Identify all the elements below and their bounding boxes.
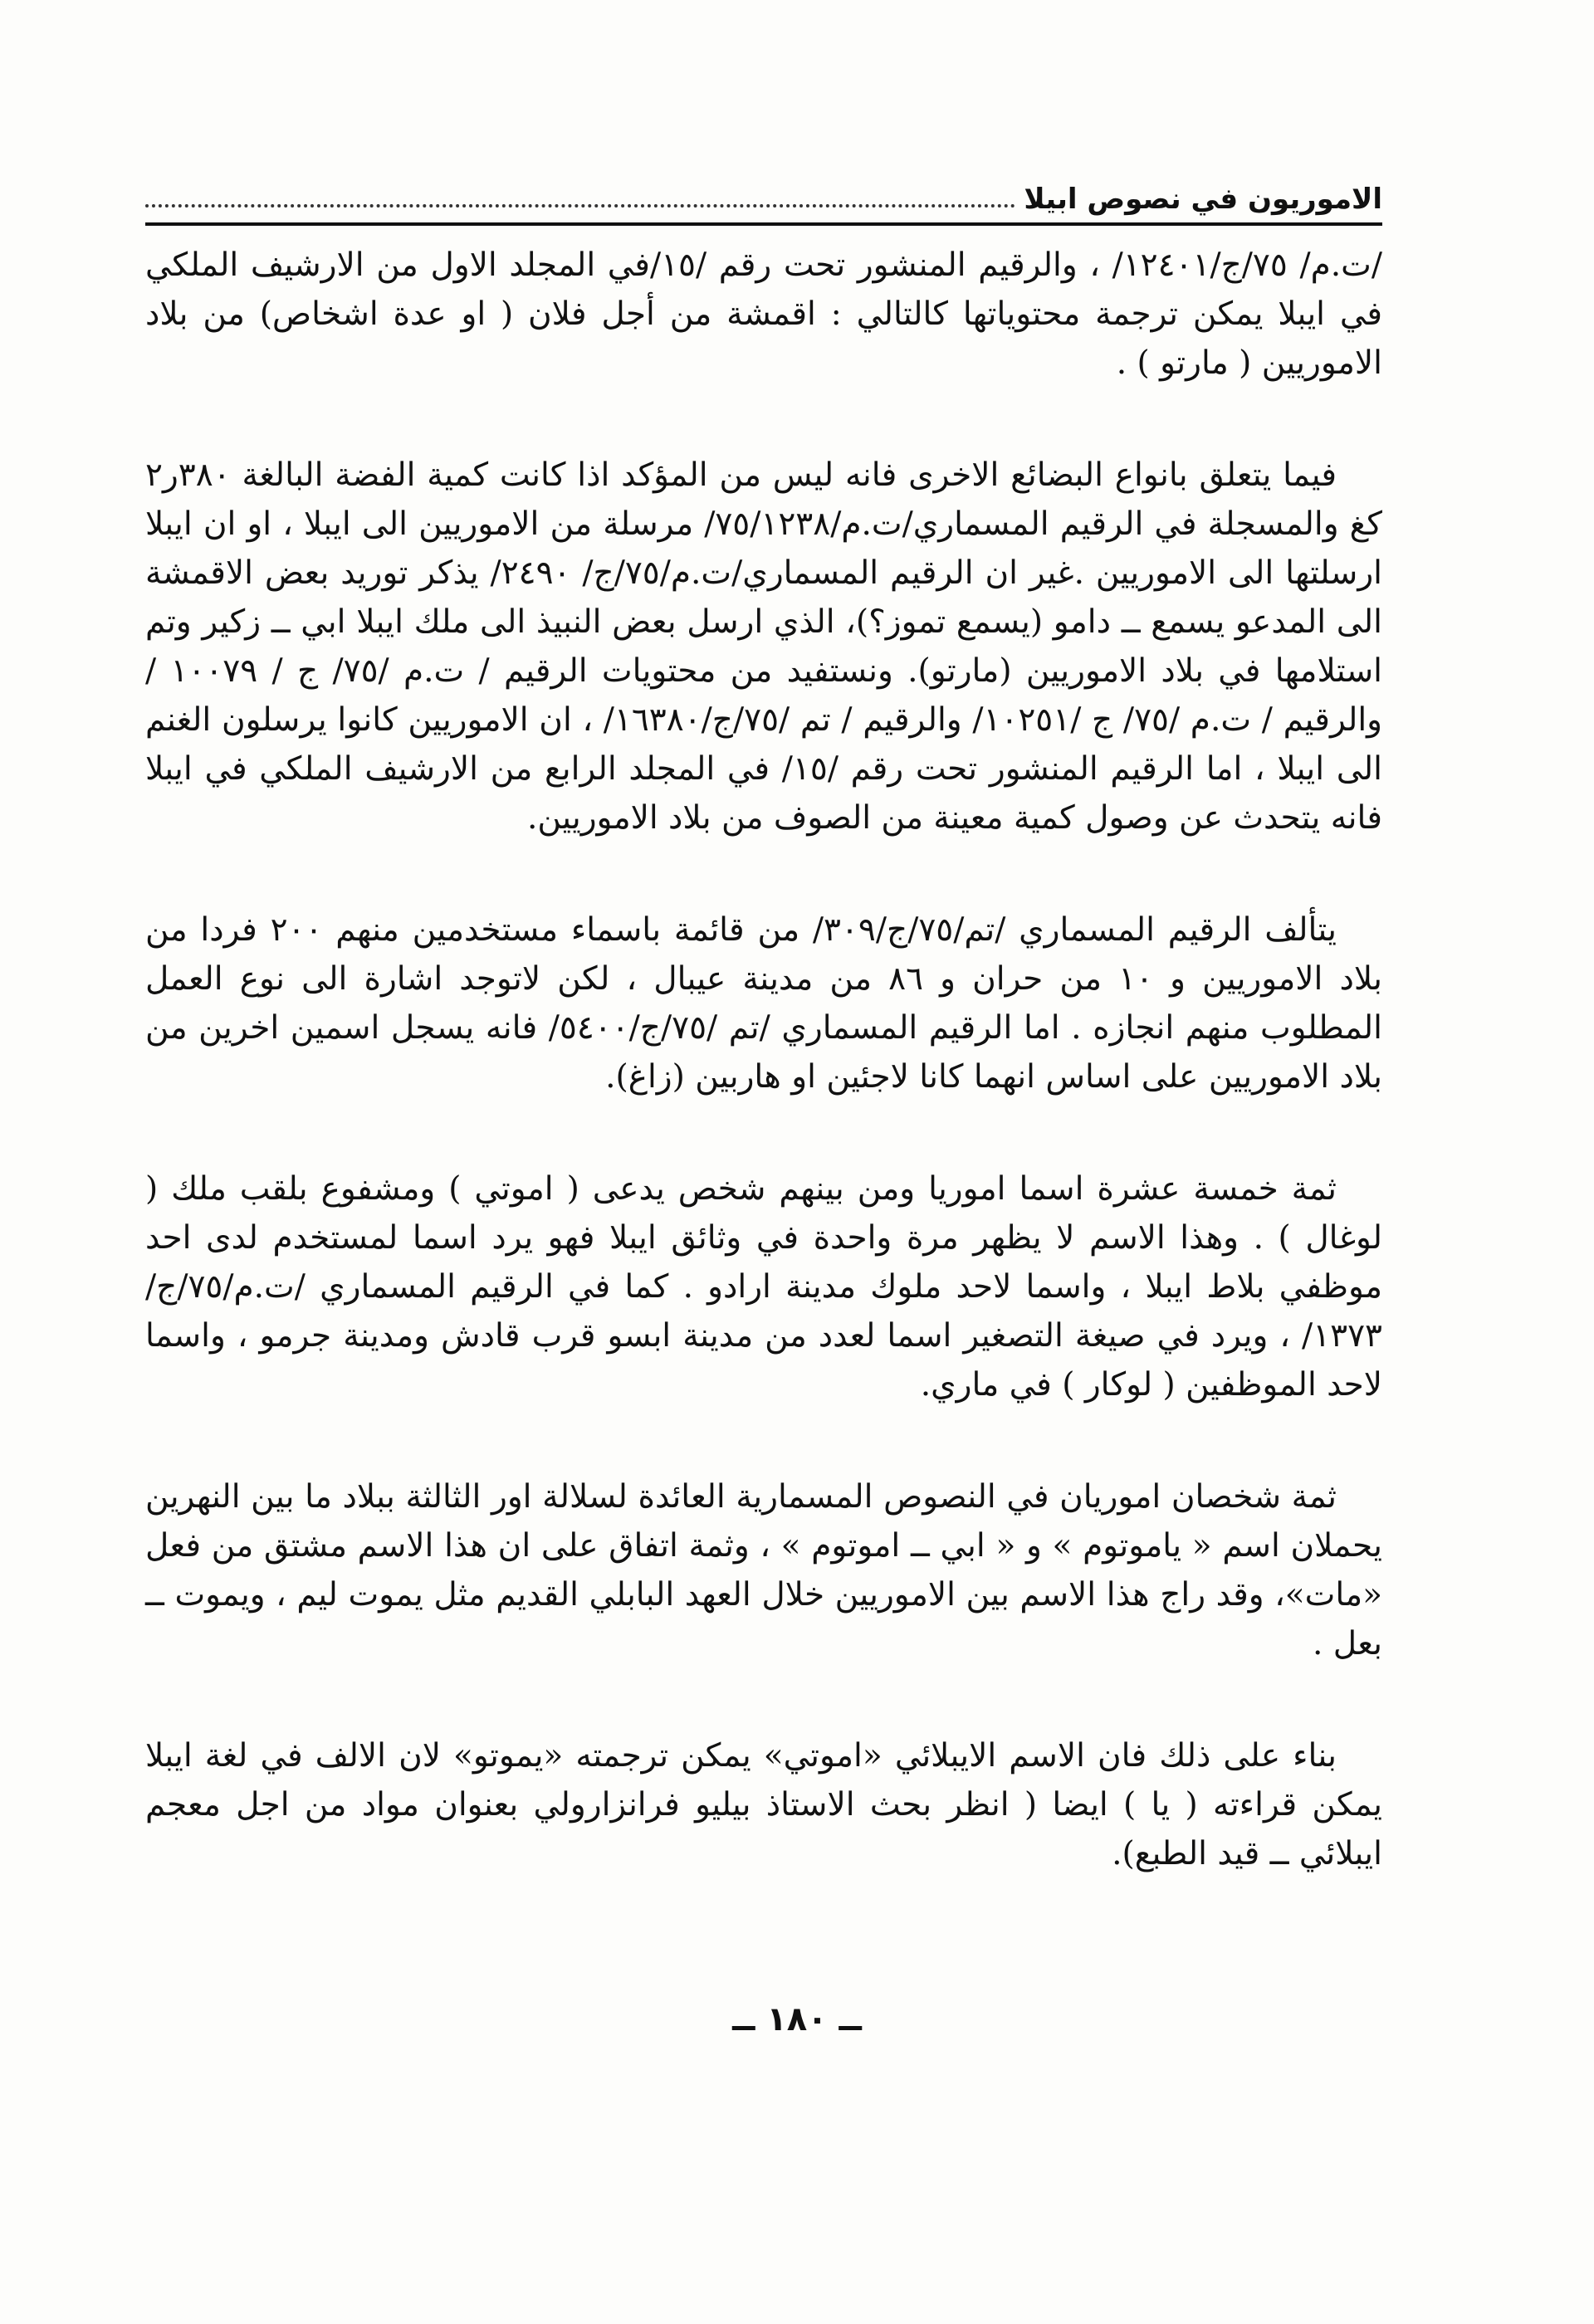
running-header (145, 166, 1382, 216)
paragraph-2: فيما يتعلق بانواع البضائع الاخرى فانه ليس من المؤكد اذا كانت كمية الفضة البالغة ٣٨٠ر٢ كغ والمسجلة في الرقيم المسماري/ت.م/٧٥/١٢٣٨/ مرسلة من الاموريين الى ايبلا ، او ان ايبلا ارسلتها الى الاموريين .غير ان الرقيم المسماري/ت.م/٧٥/ج/ ٢٤٩٠/ يذكر توريد بعض الاقمشة الى المدعو يسمع ــ دامو (يسمع تموز؟)، الذي ارسل بعض النبيذ الى ملك ايبلا ابي ــ زكير وتم استلامها في بلاد الاموريين (مارتو). ونستفيد من محتويات الرقيم / ت.م /٧٥/ ج / ١٠٠٧٩ / والرقيم / ت.م /٧٥/ ج /١٠٢٥١/ والرقيم / تم /٧٥/ج/١٦٣٨٠/ ، ان الاموريين كانوا يرسلون الغنم الى ايبلا ، اما الرقيم المنشور تحت رقم /١٥/ في المجلد الرابع من الارشيف الملكي في ايبلا فانه يتحدث عن وصول كمية معينة من الصوف من بلاد الاموريين. (145, 456, 1383, 837)
paragraph-5: ثمة شخصان اموريان في النصوص المسمارية العائدة لسلالة اور الثالثة ببلاد ما بين النهرين يحملان اسم « ياموتوم » و « ابي ــ اموتوم » ، وثمة اتفاق على ان هذا الاسم مشتق من فعل «مات»، وقد راج هذا الاسم بين الاموريين خلال العهد البابلي القديم مثل يموت ليم ، ويموت ــ بعل . (145, 1478, 1382, 1662)
paragraph-6: بناء على ذلك فان الاسم الايبلائي «اموتي» يمكن ترجمته «يموتو» لان الالف في لغة ايبلا يمكن قراءته ( يا ) ايضا ( انظر بحث الاستاذ بيليو فرانزارولي بعنوان مواد من اجل معجم ايبلائي ــ قيد الطبع). (145, 1737, 1382, 1872)
running-title: الاموريون في نصوص ابيلا (1024, 183, 1382, 216)
header-dotted-leader (145, 204, 1015, 208)
header-rule (145, 222, 1382, 226)
paragraph-4: ثمة خمسة عشرة اسما اموريا ومن بينهم شخص يدعى ( اموتي ) ومشفوع بلقب ملك ( لوغال ) . وهذا الاسم لا يظهر مرة واحدة في وثائق ايبلا فهو يرد اسما لمستخدم لدى احد موظفي بلاط ايبلا ، واسما لاحد ملوك مدينة ارادو . كما في الرقيم المسماري /ت.م/٧٥/ج/١٣٧٣/ ، ويرد في صيغة التصغير اسما لعدد من مدينة ابسو قرب قادش ومدينة جرمو ، واسما لاحد الموظفين ( لوكار ) في ماري. (145, 1170, 1382, 1404)
page-number: ــ ١٨٠ ــ (732, 2000, 862, 2038)
body-text (145, 241, 1382, 1941)
paragraph-3: يتألف الرقيم المسماري /تم/٧٥/ج/٣٠٩/ من قائمة باسماء مستخدمين منهم ٢٠٠ فردا من بلاد الاموريين و ١٠ من حران و ٨٦ من مدينة عيبال ، لكن لاتوجد اشارة الى نوع العمل المطلوب منهم انجازه . اما الرقيم المسماري /تم /٧٥/ج/٥٤٠٠/ فانه يسجل اسمين اخرين من بلاد الاموريين على اساس انهما كانا لاجئين او هاربين (زاغ). (145, 911, 1383, 1096)
paragraph-1: /ت.م/ ٧٥/ج/١٢٤٠١/ ، والرقيم المنشور تحت رقم /١٥/في المجلد الاول من الارشيف الملكي في ايبلا يمكن ترجمة محتوياتها كالتالي : اقمشة من أجل فلان ( او عدة اشخاص) من بلاد الاموريين ( مارتو ) . (145, 247, 1383, 382)
